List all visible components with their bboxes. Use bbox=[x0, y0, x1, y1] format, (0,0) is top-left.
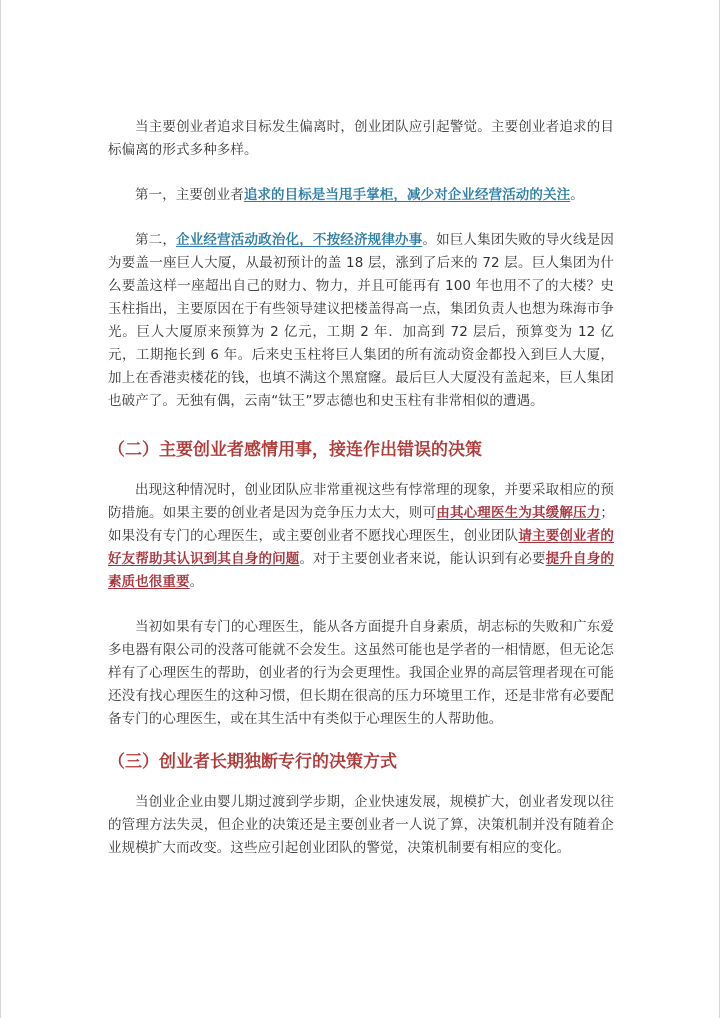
document-body bbox=[108, 116, 614, 860]
point-one-highlight: 追求的目标是当甩手掌柜，减少对企业经营活动的关注 bbox=[243, 187, 571, 203]
prevention-highlight-1: 由其心理医生为其缓解压力 bbox=[436, 505, 601, 521]
point-two-prefix: 第二， bbox=[135, 232, 177, 248]
prevention-text-4: 。 bbox=[189, 574, 204, 590]
intro-paragraph: 当主要创业者追求目标发生偏离时，创业团队应引起警觉。主要创业者追求的目标偏离的形式多种多样。 bbox=[108, 119, 614, 158]
point-two-paragraph bbox=[108, 229, 614, 413]
prevention-text-3: 。对于主要创业者来说，能认识到有必要 bbox=[299, 551, 546, 567]
point-two-highlight: 企业经营活动政治化，不按经济规律办事 bbox=[176, 232, 423, 248]
section-heading-two: （二）主要创业者感情用事，接连作出错误的决策 bbox=[108, 440, 482, 460]
decision-paragraph: 当创业企业由婴儿期过渡到学步期，企业快速发展，规模扩大，创业者发现以往的管理方法失灵，但企业的决策还是主要创业者一人说了算，决策机制并没有随着企业规模扩大而改变。这些应引起创业团队的警觉，决策机制要有相应的变化。 bbox=[108, 794, 614, 856]
prevention-highlight-3: 提升自身的素质也很重要 bbox=[108, 551, 614, 590]
prevention-highlight-2: 请主要创业者的好友帮助其认识到其自身的问题 bbox=[108, 528, 615, 567]
prevention-text-2: ；如果没有专门的心理医生，或主要创业者不愿找心理医生，创业团队 bbox=[108, 505, 615, 544]
psychologist-paragraph: 当初如果有专门的心理医生，能从各方面提升自身素质，胡志标的失败和广东爱多电器有限公司的没落可能就不会发生。这虽然可能也是学者的一相情愿，但无论怎样有了心理医生的帮助，创业者的行为会更理性。我国企业界的高层管理者现在可能还没有找心理医生的这种习惯，但长期在很高的压力环境里工作，还是非常有必要配备专门的心理医生，或在其生活中有类似于心理医生的人帮助他。 bbox=[108, 619, 614, 727]
page-edge-left bbox=[0, 0, 1, 1018]
point-one-prefix: 第一，主要创业者 bbox=[135, 187, 244, 203]
point-two-body: 。如巨人集团失败的导火线是因为要盖一座巨人大厦，从最初预计的盖 18 层，涨到了后来的 72 层。巨人集团为什么要盖这样一座超出自己的财力、物力，并且可能再有 100 年也用不了的大楼？史玉柱指出，主要原因在于有些领导建议把楼盖得高一点，集团负责人也想为珠海市争光。巨人大厦原来预算为 2 亿元，工期 2 年．加高到 72 层后，预算变为 12 亿元，工期拖长到 6 年。后来史玉柱将巨人集团的所有流动资金都投入到巨人大厦，加上在香港卖楼花的钱，也填不满这个黑窟窿。最后巨人大厦没有盖起来，巨人集团也破产了。无独有偶，云南“钛王”罗志德也和史玉柱有非常相似的遭遇。 bbox=[108, 232, 614, 409]
section-heading-three: （三）创业者长期独断专行的决策方式 bbox=[108, 752, 397, 772]
prevention-paragraph bbox=[108, 479, 614, 594]
point-one-paragraph bbox=[108, 184, 614, 207]
prevention-text-1: 出现这种情况时，创业团队应非常重视这些有悖常理的现象，并要采取相应的预防措施。如果主要的创业者是因为竞争压力太大，则可 bbox=[108, 482, 614, 521]
point-one-suffix: 。 bbox=[570, 187, 584, 203]
